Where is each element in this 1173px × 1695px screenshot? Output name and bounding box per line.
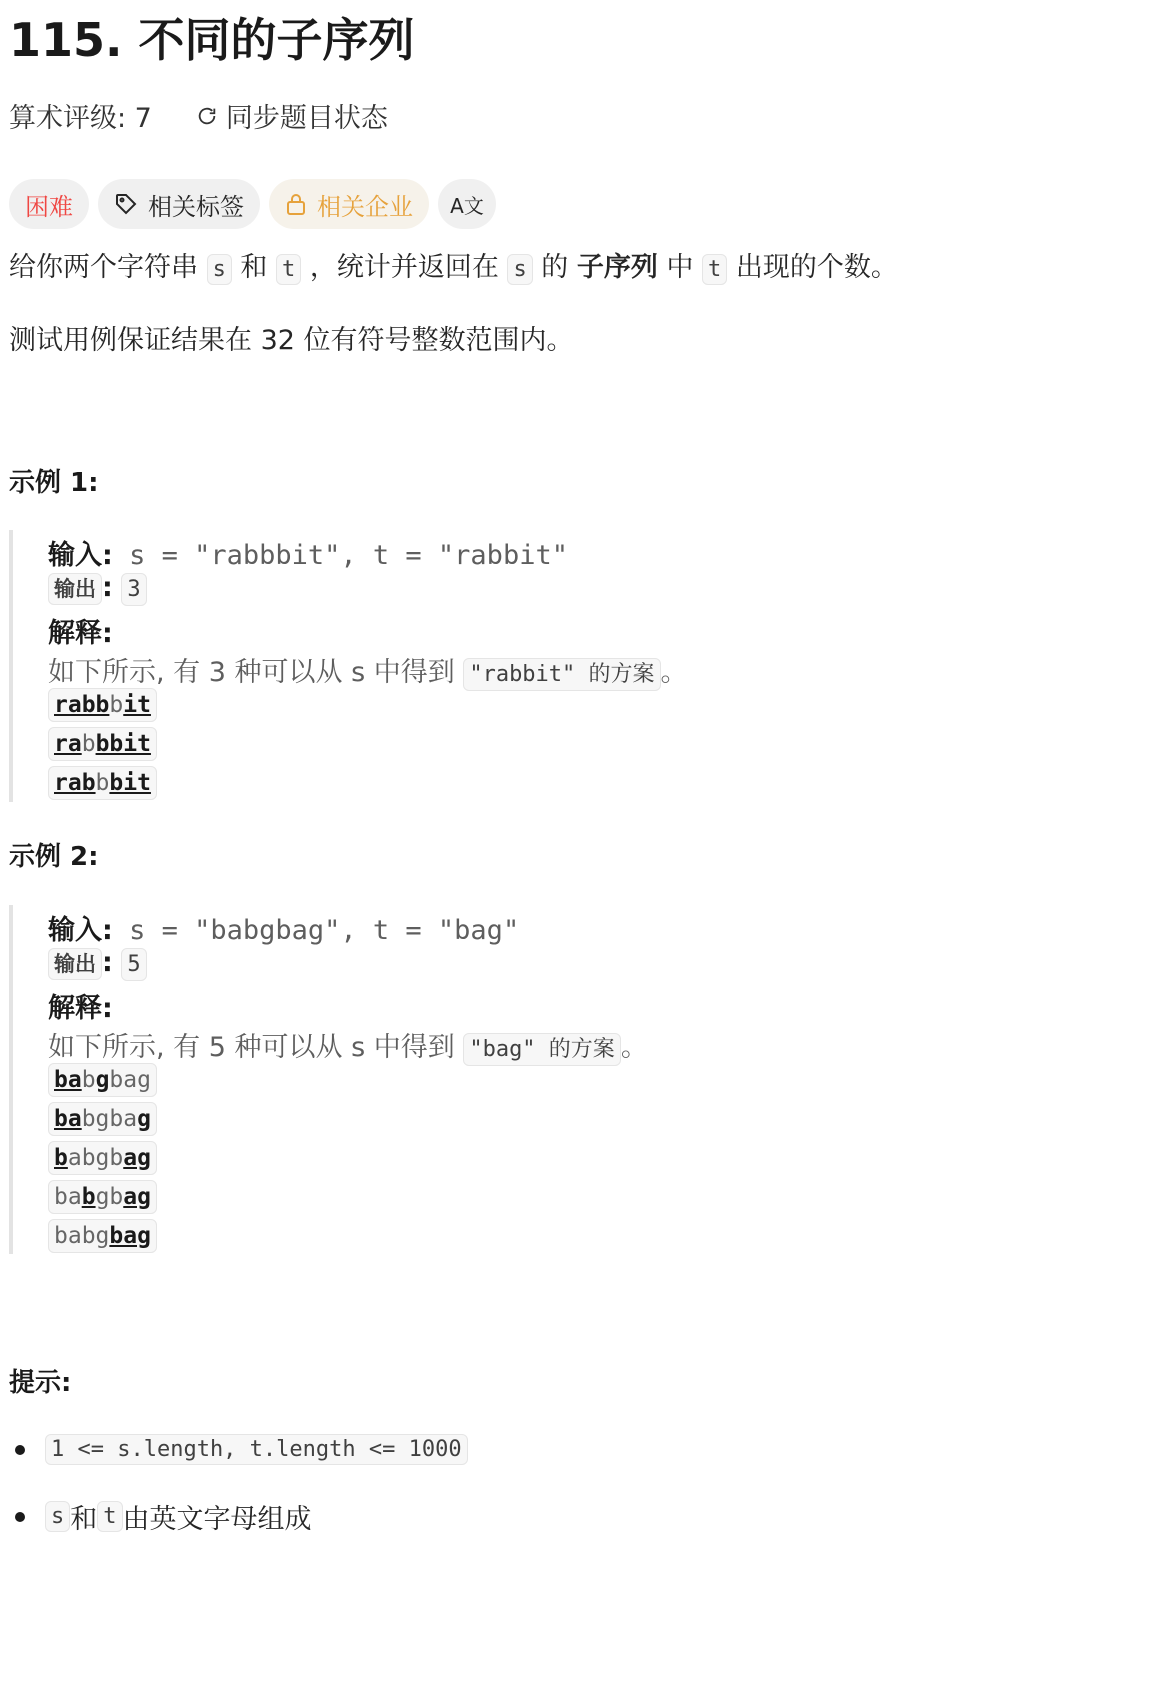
bullet-icon xyxy=(15,1512,25,1522)
example-2-explain-label: 解释: xyxy=(48,993,113,1024)
example-2-candidate-3: babgbag xyxy=(48,1141,157,1172)
difficulty-badge: 困难 xyxy=(9,179,89,229)
hint-1: 1 <= s.length, t.length <= 1000 xyxy=(9,1434,468,1465)
tag-row xyxy=(9,179,496,229)
example-1-candidate-3: rabbbit xyxy=(48,766,157,797)
example-1-explain-label: 解释: xyxy=(48,618,113,649)
translate-icon: A文 xyxy=(450,193,484,218)
lock-icon xyxy=(285,192,307,216)
description-p2: 测试用例保证结果在 32 位有符号整数范围内。 xyxy=(9,325,574,356)
translate-button[interactable] xyxy=(438,179,496,229)
example-1-candidate-2: rabbbit xyxy=(48,727,157,758)
example-2-candidate-4: babgbag xyxy=(48,1180,157,1211)
example-2-candidate-1: babgbag xyxy=(48,1063,157,1094)
example-2-input: 输入: s = "babgbag", t = "bag" xyxy=(48,915,520,946)
example-2-heading: 示例 2: xyxy=(9,842,99,872)
example-2-candidate-5: babgbag xyxy=(48,1219,157,1250)
related-companies-button[interactable] xyxy=(269,179,429,229)
example-2-output: 输出 : 5 xyxy=(48,947,147,978)
example-1-input: 输入: s = "rabbbit", t = "rabbit" xyxy=(48,540,568,571)
related-tags-label: 相关标签 xyxy=(148,192,244,221)
problem-meta xyxy=(9,96,388,135)
example-2-explain-text: 如下所示, 有 5 种可以从 s 中得到 "bag" 的方案 。 xyxy=(48,1025,648,1064)
example-1-block xyxy=(9,530,1113,802)
rating-label: 算术评级: 7 xyxy=(9,103,152,134)
hint-2: s 和 t 由英文字母组成 xyxy=(9,1497,312,1536)
example-1-candidate-1: rabbbit xyxy=(48,688,157,719)
tag-icon xyxy=(114,192,138,216)
sync-status-button[interactable] xyxy=(196,96,388,135)
description-p1: 给你两个字符串 s 和 t ，统计并返回在 s 的 子序列 中 t 出现的个数。 xyxy=(9,252,898,283)
bullet-icon xyxy=(15,1445,25,1455)
example-1-explain-text: 如下所示, 有 3 种可以从 s 中得到 "rabbit" 的方案 。 xyxy=(48,650,688,689)
example-2-block xyxy=(9,905,1113,1254)
example-1-heading: 示例 1: xyxy=(9,468,99,498)
example-1-output: 输出 : 3 xyxy=(48,572,147,603)
sync-label: 同步题目状态 xyxy=(225,103,388,134)
related-companies-label: 相关企业 xyxy=(317,192,413,221)
example-2-candidate-2: babgbag xyxy=(48,1102,157,1133)
problem-title: 115. 不同的子序列 xyxy=(9,13,415,67)
related-tags-button[interactable] xyxy=(98,179,260,229)
hints-heading: 提示: xyxy=(9,1368,72,1398)
refresh-icon xyxy=(196,105,218,127)
